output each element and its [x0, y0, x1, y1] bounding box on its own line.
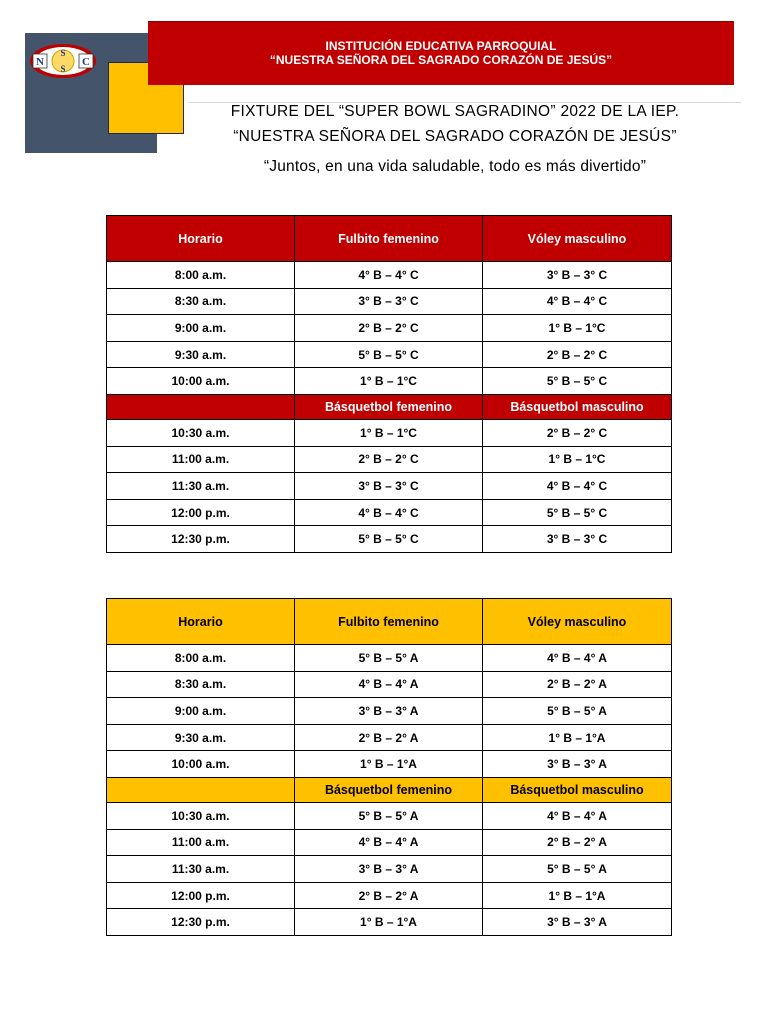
- fixture-title-line1: FIXTURE DEL “SUPER BOWL SAGRADINO” 2022 DE LA IEP.: [230, 103, 680, 120]
- match-cell: 2° B – 2° C: [483, 341, 672, 368]
- institution-name-line1: INSTITUCIÓN EDUCATIVA PARROQUIAL: [325, 39, 557, 53]
- table-row: [107, 368, 672, 395]
- match-cell: 4° B – 4° A: [295, 671, 483, 698]
- match-cell: 3° B – 3° C: [295, 473, 483, 500]
- column-header-time: Horario: [107, 216, 295, 262]
- match-cell: 2° B – 2° A: [483, 671, 672, 698]
- match-cell: 2° B – 2° C: [483, 419, 672, 446]
- table-row: [107, 909, 672, 936]
- match-cell: 5° B – 5° C: [295, 526, 483, 553]
- motto: “Juntos, en una vida saludable, todo es más divertido”: [263, 158, 647, 175]
- time-cell: 10:00 a.m.: [107, 368, 295, 395]
- subheader-sport-a: Básquetbol femenino: [295, 394, 483, 419]
- time-cell: 12:30 p.m.: [107, 526, 295, 553]
- table-subheader-row: [107, 777, 672, 802]
- match-cell: 5° B – 5° C: [295, 341, 483, 368]
- table-row: [107, 526, 672, 553]
- column-header-sport-b: Vóley masculino: [483, 216, 672, 262]
- match-cell: 5° B – 5° A: [483, 856, 672, 883]
- fixture-table-section-a: [106, 598, 672, 936]
- time-cell: 8:00 a.m.: [107, 645, 295, 672]
- table-row: [107, 341, 672, 368]
- match-cell: 1° B – 1°C: [295, 419, 483, 446]
- time-cell: 8:30 a.m.: [107, 288, 295, 315]
- match-cell: 3° B – 3° C: [483, 526, 672, 553]
- column-header-time: Horario: [107, 599, 295, 645]
- time-cell: 8:00 a.m.: [107, 262, 295, 289]
- match-cell: 2° B – 2° C: [295, 446, 483, 473]
- match-cell: 4° B – 4° C: [483, 288, 672, 315]
- table-row: [107, 446, 672, 473]
- match-cell: 1° B – 1°A: [295, 751, 483, 778]
- match-cell: 2° B – 2° A: [295, 724, 483, 751]
- match-cell: 3° B – 3° A: [295, 698, 483, 725]
- match-cell: 1° B – 1°C: [483, 315, 672, 342]
- subheader-empty-cell: [107, 777, 295, 802]
- time-cell: 12:00 p.m.: [107, 882, 295, 909]
- time-cell: 10:30 a.m.: [107, 802, 295, 829]
- match-cell: 4° B – 4° A: [295, 829, 483, 856]
- table-row: [107, 262, 672, 289]
- match-cell: 5° B – 5° C: [483, 499, 672, 526]
- table-row: [107, 751, 672, 778]
- table-row: [107, 419, 672, 446]
- column-header-sport-a: Fulbito femenino: [295, 599, 483, 645]
- table-row: [107, 856, 672, 883]
- institution-banner: [148, 21, 734, 85]
- match-cell: 1° B – 1°A: [483, 724, 672, 751]
- time-cell: 9:30 a.m.: [107, 724, 295, 751]
- fixture-table-section-c: [106, 215, 672, 553]
- institution-name-line2: “NUESTRA SEÑORA DEL SAGRADO CORAZÓN DE JESÚS”: [269, 53, 613, 67]
- table-header-row: [107, 216, 672, 262]
- time-cell: 9:30 a.m.: [107, 341, 295, 368]
- logo-letter-s-bottom: S: [60, 64, 66, 74]
- match-cell: 4° B – 4° A: [483, 645, 672, 672]
- match-cell: 4° B – 4° C: [295, 262, 483, 289]
- time-cell: 9:00 a.m.: [107, 315, 295, 342]
- time-cell: 9:00 a.m.: [107, 698, 295, 725]
- logo-letter-s-top: S: [60, 48, 66, 58]
- match-cell: 2° B – 2° A: [483, 829, 672, 856]
- match-cell: 1° B – 1°C: [483, 446, 672, 473]
- table-row: [107, 473, 672, 500]
- table-row: [107, 882, 672, 909]
- match-cell: 3° B – 3° A: [483, 751, 672, 778]
- time-cell: 11:00 a.m.: [107, 829, 295, 856]
- match-cell: 4° B – 4° C: [295, 499, 483, 526]
- table-row: [107, 829, 672, 856]
- time-cell: 12:30 p.m.: [107, 909, 295, 936]
- table-row: [107, 698, 672, 725]
- fixture-title-line2: “NUESTRA SEÑORA DEL SAGRADO CORAZÓN DE JESÚS”: [233, 128, 677, 145]
- time-cell: 11:00 a.m.: [107, 446, 295, 473]
- match-cell: 4° B – 4° A: [483, 802, 672, 829]
- match-cell: 3° B – 3° A: [483, 909, 672, 936]
- time-cell: 12:00 p.m.: [107, 499, 295, 526]
- subheader-sport-a: Básquetbol femenino: [295, 777, 483, 802]
- match-cell: 2° B – 2° C: [295, 315, 483, 342]
- table-row: [107, 645, 672, 672]
- time-cell: 8:30 a.m.: [107, 671, 295, 698]
- match-cell: 5° B – 5° A: [295, 802, 483, 829]
- table-subheader-row: [107, 394, 672, 419]
- time-cell: 11:30 a.m.: [107, 856, 295, 883]
- match-cell: 5° B – 5° A: [483, 698, 672, 725]
- logo-letter-c: C: [82, 56, 90, 68]
- match-cell: 2° B – 2° A: [295, 882, 483, 909]
- match-cell: 5° B – 5° A: [295, 645, 483, 672]
- fixture-title: [150, 99, 760, 149]
- time-cell: 10:30 a.m.: [107, 419, 295, 446]
- match-cell: 1° B – 1°A: [483, 882, 672, 909]
- subheader-sport-b: Básquetbol masculino: [483, 394, 672, 419]
- match-cell: 4° B – 4° C: [483, 473, 672, 500]
- column-header-sport-a: Fulbito femenino: [295, 216, 483, 262]
- match-cell: 5° B – 5° C: [483, 368, 672, 395]
- table-row: [107, 315, 672, 342]
- time-cell: 10:00 a.m.: [107, 751, 295, 778]
- table-row: [107, 724, 672, 751]
- table-header-row: [107, 599, 672, 645]
- match-cell: 3° B – 3° C: [483, 262, 672, 289]
- match-cell: 1° B – 1°A: [295, 909, 483, 936]
- time-cell: 11:30 a.m.: [107, 473, 295, 500]
- column-header-sport-b: Vóley masculino: [483, 599, 672, 645]
- table-row: [107, 671, 672, 698]
- logo-letter-n: N: [36, 56, 44, 68]
- table-row: [107, 499, 672, 526]
- match-cell: 3° B – 3° A: [295, 856, 483, 883]
- match-cell: 1° B – 1°C: [295, 368, 483, 395]
- table-row: [107, 288, 672, 315]
- school-crest-logo: [28, 40, 98, 82]
- subheader-empty-cell: [107, 394, 295, 419]
- table-row: [107, 802, 672, 829]
- subheader-sport-b: Básquetbol masculino: [483, 777, 672, 802]
- match-cell: 3° B – 3° C: [295, 288, 483, 315]
